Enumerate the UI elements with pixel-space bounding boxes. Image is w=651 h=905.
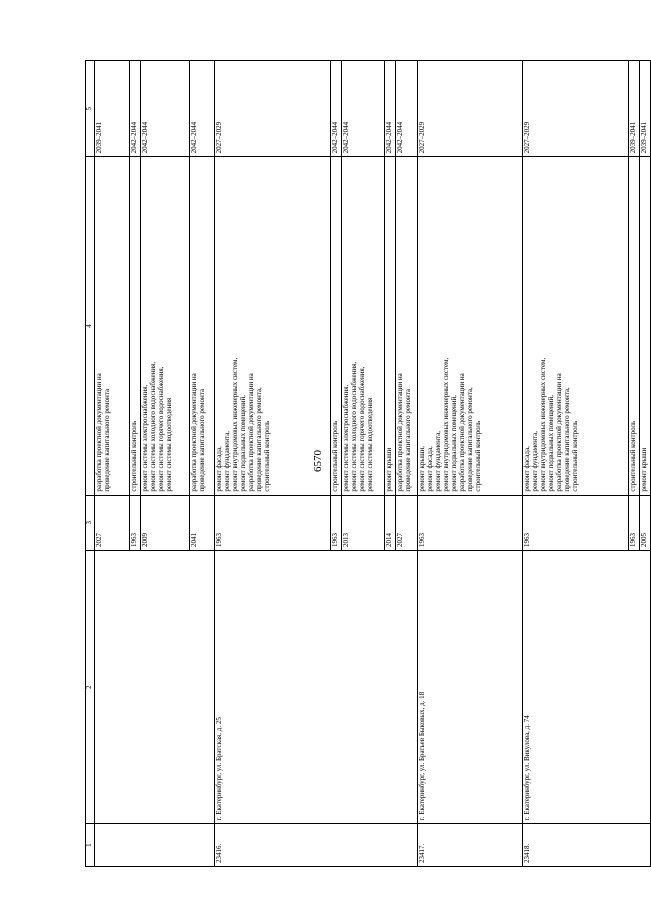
table-row — [522, 61, 628, 867]
table-row — [214, 61, 330, 867]
period-cell: 2042–2044 — [130, 61, 141, 157]
header-cell-5: 5 — [86, 61, 95, 157]
work-cell: ремонт системы электроснабжения, ремонт системы холодного водоснабжения, ремонт системы горячего водоснабжения, ремонт системы водоотведения — [341, 157, 384, 495]
year-cell: 2009 — [140, 495, 189, 550]
year-cell: 2027 — [395, 495, 417, 550]
period-cell: 2042–2044 — [341, 61, 384, 157]
period-cell: 2039–2041 — [639, 61, 650, 157]
period-cell: 2039–2041 — [95, 61, 130, 157]
header-cell-2: 2 — [86, 550, 95, 823]
year-cell: 2005 — [639, 495, 650, 550]
period-cell: 2042–2044 — [189, 61, 214, 157]
year-cell: 2041 — [189, 495, 214, 550]
period-cell: 2042–2044 — [395, 61, 417, 157]
year-cell: 1963 — [628, 495, 639, 550]
year-cell: 1963 — [330, 495, 341, 550]
address-cell: г. Екатеринбург, ул. Братская, д. 25 — [214, 550, 417, 823]
address-cell: г. Екатеринбург, ул. Братьев Быковых, д. 18 — [417, 550, 522, 823]
work-cell: строительный контроль — [628, 157, 639, 495]
row-number — [95, 824, 215, 867]
work-cell: ремонт системы электроснабжения, ремонт системы холодного водоснабжения, ремонт системы горячего водоснабжения, ремонт системы водоотведения — [140, 157, 189, 495]
page-number: 6570 — [312, 450, 324, 472]
period-cell: 2039–2041 — [628, 61, 639, 157]
capital-repair-table — [85, 60, 651, 867]
work-cell: разработка проектной документации на проведение капитального ремонта — [95, 157, 130, 495]
work-cell: разработка проектной документации на проведение капитального ремонта — [189, 157, 214, 495]
period-cell: 2042–2044 — [384, 61, 395, 157]
table-row — [95, 61, 130, 867]
year-cell: 2027 — [95, 495, 130, 550]
period-cell: 2042–2044 — [330, 61, 341, 157]
year-cell: 2014 — [384, 495, 395, 550]
header-cell-3: 3 — [86, 495, 95, 550]
year-cell: 1963 — [417, 495, 522, 550]
year-cell: 2013 — [341, 495, 384, 550]
work-cell: ремонт крыши — [639, 157, 650, 495]
header-cell-1: 1 — [86, 824, 95, 867]
row-number: 23416. — [214, 824, 417, 867]
work-cell: строительный контроль — [330, 157, 341, 495]
work-cell: ремонт фасада, ремонт фундамента, ремонт внутридомовых инженерных систем, ремонт подвальных помещений, разработка проектной документации на проведение капитального ремонта, строительный контроль — [214, 157, 330, 495]
address-cell — [95, 550, 215, 823]
work-cell: ремонт крыши — [384, 157, 395, 495]
table-row — [417, 61, 522, 867]
period-cell: 2027–2029 — [214, 61, 330, 157]
year-cell: 1963 — [214, 495, 330, 550]
year-cell: 1963 — [522, 495, 628, 550]
address-cell: г. Екатеринбург, ул. Викулова, д. 74 — [522, 550, 650, 823]
header-cell-4: 4 — [86, 157, 95, 495]
work-cell: разработка проектной документации на проведение капитального ремонта — [395, 157, 417, 495]
year-cell: 1963 — [130, 495, 141, 550]
header-row — [86, 61, 95, 867]
work-cell: строительный контроль — [130, 157, 141, 495]
period-cell: 2042–2044 — [140, 61, 189, 157]
work-cell: ремонт крыши, ремонт фасада, ремонт фундамента, ремонт внутридомовых инженерных систем, ремонт подвальных помещений, разработка проектной документации на проведение капитального ремонта, строительный контроль — [417, 157, 522, 495]
row-number: 23417. — [417, 824, 522, 867]
work-cell: ремонт фасада, ремонт фундамента, ремонт внутридомовых инженерных систем, ремонт подвальных помещений, разработка проектной документации на проведение капитального ремонта, строительный контроль — [522, 157, 628, 495]
period-cell: 2027–2029 — [522, 61, 628, 157]
row-number: 23418. — [522, 824, 650, 867]
period-cell: 2027–2029 — [417, 61, 522, 157]
